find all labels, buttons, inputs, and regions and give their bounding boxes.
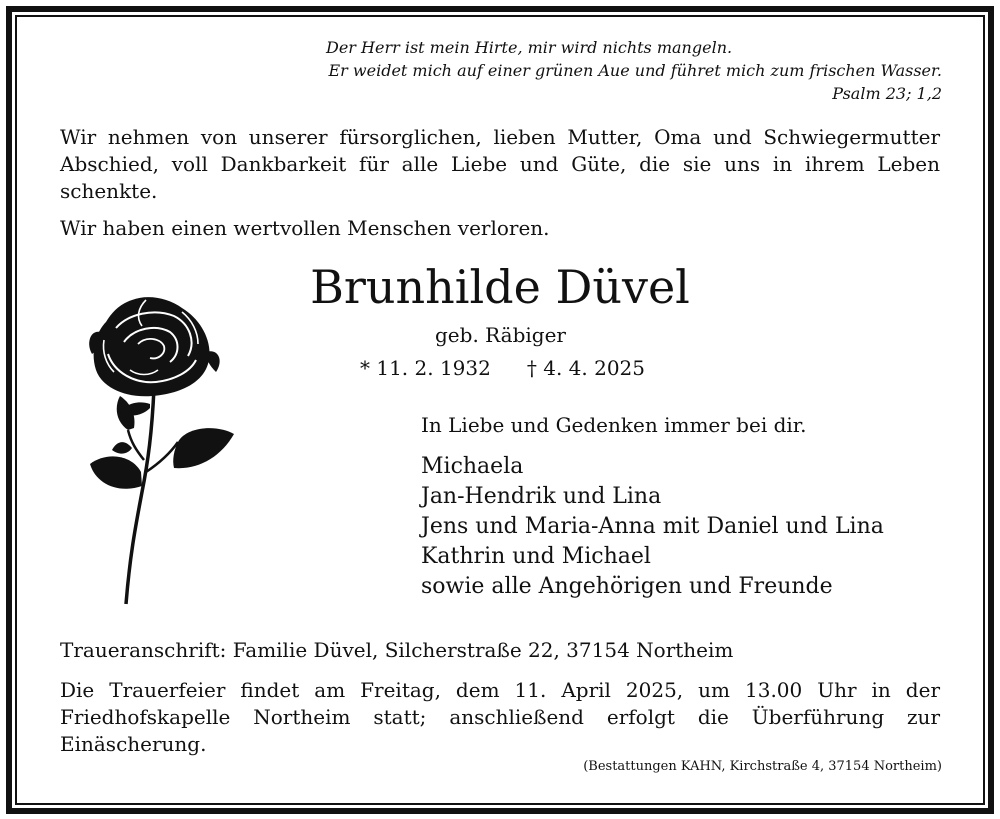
funeral-details: Die Trauerfeier findet am Freitag, dem 11. April 2025, um 13.00 Uhr in der Friedhofskapelle Northeim statt; anschließend erfolgt die Überführung zur Einäscherung.: [60, 678, 940, 756]
psalm-reference: Psalm 23; 1,2: [832, 84, 942, 103]
mourning-address: Traueranschrift: Familie Düvel, Silcherstraße 22, 37154 Northeim: [60, 638, 734, 662]
list-item: Jan-Hendrik und Lina: [421, 484, 662, 509]
psalm-line-2: Er weidet mich auf einer grünen Aue und führet mich zum frischen Wasser.: [328, 61, 942, 80]
loss-paragraph: Wir haben einen wertvollen Menschen verloren.: [60, 216, 550, 240]
dedication-line: In Liebe und Gedenken immer bei dir.: [421, 413, 807, 437]
mourners-list: [421, 452, 884, 602]
farewell-paragraph: Wir nehmen von unserer fürsorglichen, lieben Mutter, Oma und Schwiegermutter Abschied, voll Dankbarkeit für alle Liebe und Güte, die sie uns in ihrem Leben schenkte.: [60, 125, 940, 203]
birth-date: * 11. 2. 1932: [360, 356, 491, 380]
maiden-name: geb. Räbiger: [435, 323, 566, 347]
list-item: Jens und Maria-Anna mit Daniel und Lina: [421, 514, 884, 539]
rose-icon: [86, 292, 238, 606]
undertaker-info: (Bestattungen KAHN, Kirchstraße 4, 37154 Northeim): [583, 759, 942, 774]
deceased-name: Brunhilde Düvel: [310, 260, 690, 314]
death-date: † 4. 4. 2025: [526, 356, 645, 380]
life-dates: [360, 354, 645, 382]
list-item: sowie alle Angehörigen und Freunde: [421, 574, 833, 599]
list-item: Kathrin und Michael: [421, 544, 651, 569]
list-item: Michaela: [421, 454, 524, 479]
psalm-quote: [242, 36, 942, 105]
psalm-line-1: Der Herr ist mein Hirte, mir wird nichts mangeln.: [326, 38, 733, 57]
